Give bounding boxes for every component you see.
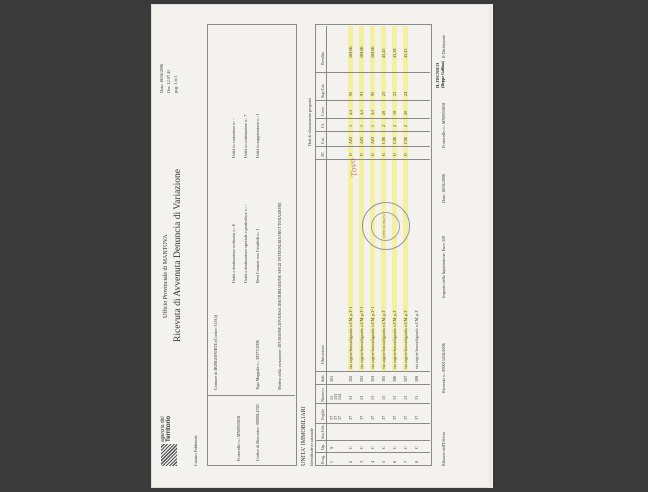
cell-ubic: via argine boccadiganda n.CM, p.T [392, 309, 397, 369]
info-box-divider [207, 395, 295, 396]
col-header-ubicazione: Ubicazione [320, 344, 325, 364]
cell-sub: 304 [370, 375, 375, 382]
motivo-variazione-text: Motivo della variazione: DIVISIONE,DIVERSA DISTRIBUZIONE SPAZI INTERNI,RISTRUTTURAZIONE [277, 202, 282, 390]
cell-foglio: 37 [392, 415, 397, 420]
cell-prog: 2 [348, 460, 353, 463]
cell-numero-extra: 154 [337, 393, 342, 400]
col-header-prog: Prog. [320, 455, 325, 464]
cell-prog: 7 [403, 460, 408, 463]
cell-foglio: 37 [370, 415, 375, 420]
cell-cat: C06 [392, 137, 397, 144]
cell-op: C [414, 446, 419, 449]
footer-dichiarante: Il Dichiarante [441, 34, 446, 58]
cell-cat: A03 [370, 136, 375, 144]
col-divider [315, 452, 430, 453]
cell-zc: U [403, 152, 408, 156]
protocollo-text: Protocollo n.: MN0055818 [236, 415, 241, 461]
cell-op: C [403, 446, 408, 449]
document-title: Ricevuta di Avvenuta Denuncia di Variazione [173, 169, 183, 342]
col-divider [315, 131, 430, 132]
cell-cons: 20 [381, 110, 386, 115]
footer-rilascio: Rilascio dell'Ufficio [441, 432, 446, 466]
tecnico-title: IL TECNICO [435, 62, 440, 88]
cell-cl: 1 [370, 124, 375, 127]
cell-rendita: 169,66 [370, 46, 375, 58]
cell-op: C [381, 446, 386, 449]
cell-numero: 13 [392, 395, 397, 400]
cell-cl: 2 [381, 124, 386, 127]
col-divider [315, 100, 430, 101]
office-name: Ufficio Provinciale di MANTOVA [163, 234, 169, 318]
info-box [207, 24, 297, 466]
cell-numero: 13 [403, 395, 408, 400]
costituzione-text: Unità in costituzione n.: 7 [243, 114, 248, 158]
cell-rendita: 45,45 [403, 48, 408, 58]
cell-foglio: 37 [348, 415, 353, 420]
col-divider [315, 403, 430, 404]
col-header-sez: Sez.Urb. [320, 424, 325, 439]
cell-sup: 95 [348, 91, 353, 96]
col-header-cat: Cat. [320, 137, 325, 144]
cell-op: C [392, 446, 397, 449]
cell-zc: U [392, 152, 397, 156]
cell-ubic: via argine boccadiganda n.CM, p.T-1 [359, 306, 364, 369]
cell-cat: C06 [381, 137, 386, 144]
cell-ubic: via argine boccadiganda n.CM, p.T [381, 309, 386, 369]
footer-importo: Importo della liquidazione: Euro 330 [441, 235, 446, 298]
col-divider [315, 118, 430, 119]
cell-cl: 2 [392, 124, 397, 127]
header-date: Data: 18/04/2006 [159, 63, 164, 93]
cell-rendita: 169,66 [348, 46, 353, 58]
cell-foglio: 37 [359, 415, 364, 420]
cell-cons: 20 [403, 110, 408, 115]
cell-sub: 303 [359, 375, 364, 382]
cell-sup: 23 [381, 91, 386, 96]
col-divider [315, 72, 430, 73]
cell-foglio: 37 [414, 415, 419, 420]
cell-numero-extra: 153 [333, 393, 338, 400]
tipo-mappale-text: Tipo Mappale n.: 30377/2006 [255, 340, 260, 390]
official-stamp-icon: UFFICIO PROV. [362, 202, 410, 250]
col-header-rendita: Rendita [320, 51, 325, 65]
cell-op: C [348, 446, 353, 449]
codice-riscontro-text: Codice di Riscontro: 000ML4720 [255, 404, 260, 461]
header-page: pag: 1 di 1 [173, 75, 178, 93]
cell-numero: 13 [414, 395, 419, 400]
section-label: Catasto Fabbricati [193, 435, 198, 466]
cell-sup: 93 [359, 91, 364, 96]
cell-op: C [359, 446, 364, 449]
cell-foglio-extra: 37 [337, 415, 342, 420]
cell-sup: 95 [370, 91, 375, 96]
comune-text: Comune di BORGOFORTE (Codice: C0A5) [213, 314, 218, 390]
col-divider [315, 159, 430, 160]
cell-prog: 6 [392, 460, 397, 463]
col-header-zc: ZC [320, 151, 325, 157]
table-header-rule [326, 26, 327, 466]
cell-zc: U [359, 152, 364, 156]
cell-sub: 308 [414, 375, 419, 382]
cell-cl: 2 [403, 124, 408, 127]
handwritten-signature: Tovo [347, 157, 360, 178]
cell-op: S [329, 446, 334, 449]
tecnico-stamp [435, 61, 445, 88]
cell-sub: 305 [381, 375, 386, 382]
cell-foglio: 37 [403, 415, 408, 420]
cell-cat: A03 [348, 136, 353, 144]
cell-cat: C06 [403, 137, 408, 144]
cell-rendita: 43,18 [392, 48, 397, 58]
cell-cons: 4,5 [348, 109, 353, 115]
tecnico-name: (Beppe Gallina) [440, 60, 445, 88]
cell-numero: 13 [348, 395, 353, 400]
cell-ubic: via argine boccadiganda n.CM, p.T-1 [348, 306, 353, 369]
cell-numero: 13 [370, 395, 375, 400]
cell-sub: 307 [403, 375, 408, 382]
table-subtitle: Identificativo catastale [309, 427, 314, 466]
cell-rendita: 45,45 [381, 48, 386, 58]
cell-prog: 5 [381, 460, 386, 463]
cell-zc: U [381, 152, 386, 156]
destinazione-ordinaria-text: Unità a destinazione ordinaria n.: 6 [231, 224, 236, 283]
logo-line2: Territorio [166, 415, 172, 442]
cell-ubic: via argine boccadiganda n.CM, p.T-1 [370, 306, 375, 369]
cell-prog: 8 [414, 460, 419, 463]
header-time: Ora: 12.07.41 [166, 69, 171, 93]
footer-ricevuta: Ricevuta n.: 000015216/2006 [441, 343, 446, 393]
col-header-foglio: Foglio [320, 409, 325, 420]
agency-logo-icon [161, 444, 177, 466]
cell-rendita: 169,66 [359, 46, 364, 58]
destinazione-speciale-text: Unità a destinazione speciale e particolare n.: - [243, 204, 248, 283]
logo-line1: agenzia del [160, 416, 166, 442]
cell-sub: 301 [329, 375, 334, 382]
col-divider [315, 371, 430, 372]
cell-sup: 24 [403, 91, 408, 96]
cell-zc: U [348, 152, 353, 156]
cell-cl: 1 [348, 124, 353, 127]
col-header-cons: Cons. [320, 106, 325, 116]
cell-cons: 19 [392, 110, 397, 115]
col-divider [315, 440, 430, 441]
cell-sub: 302 [348, 375, 353, 382]
cell-numero: 13 [359, 395, 364, 400]
footer-protocollo: Protocollo n.: MN0055818 [441, 102, 446, 148]
cell-sup: 23 [392, 91, 397, 96]
cell-numero: 13 [329, 395, 334, 400]
footer-data: Data: 18/04/2006 [441, 173, 446, 203]
cell-numero: 13 [381, 395, 386, 400]
variazione-text: Unità in variazione n.: - [231, 118, 236, 158]
cell-cat: A03 [359, 136, 364, 144]
cell-ubic: via argine boccadiganda n.CM, p.T [414, 309, 419, 369]
cell-prog: 3 [359, 460, 364, 463]
cell-foglio-extra: 37 [333, 415, 338, 420]
cell-prog: 1 [329, 460, 334, 463]
rotated-document [151, 4, 493, 488]
cell-foglio: 37 [381, 415, 386, 420]
table-title: UNITA' IMMOBILIARI [301, 406, 307, 466]
cell-cl: 1 [359, 124, 364, 127]
col-header-sub: Sub. [320, 374, 325, 382]
classamento-label: Dati di classamento proposti [307, 98, 312, 146]
col-divider [315, 423, 430, 424]
col-header-supcat: Sup.Cat. [320, 83, 325, 98]
col-header-numero: Numero [320, 388, 325, 402]
cell-zc: U [370, 152, 375, 156]
cell-prog: 4 [370, 460, 375, 463]
soppressione-text: Unità in soppressione n.: 1 [255, 113, 260, 158]
col-divider [315, 146, 430, 147]
cell-cons: 4,5 [370, 109, 375, 115]
col-header-cl: Cl. [320, 122, 325, 128]
cell-op: C [370, 446, 375, 449]
cell-cons: 4,5 [359, 109, 364, 115]
cell-sub: 306 [392, 375, 397, 382]
beni-comuni-text: Beni Comuni non Censibili n.: 1 [255, 228, 260, 283]
cell-foglio: 37 [329, 415, 334, 420]
col-header-op: Op. [320, 443, 325, 450]
col-divider [315, 384, 430, 385]
cell-ubic: via argine boccadiganda n.CM, p.T [403, 309, 408, 369]
scanned-receipt-page [151, 4, 493, 488]
